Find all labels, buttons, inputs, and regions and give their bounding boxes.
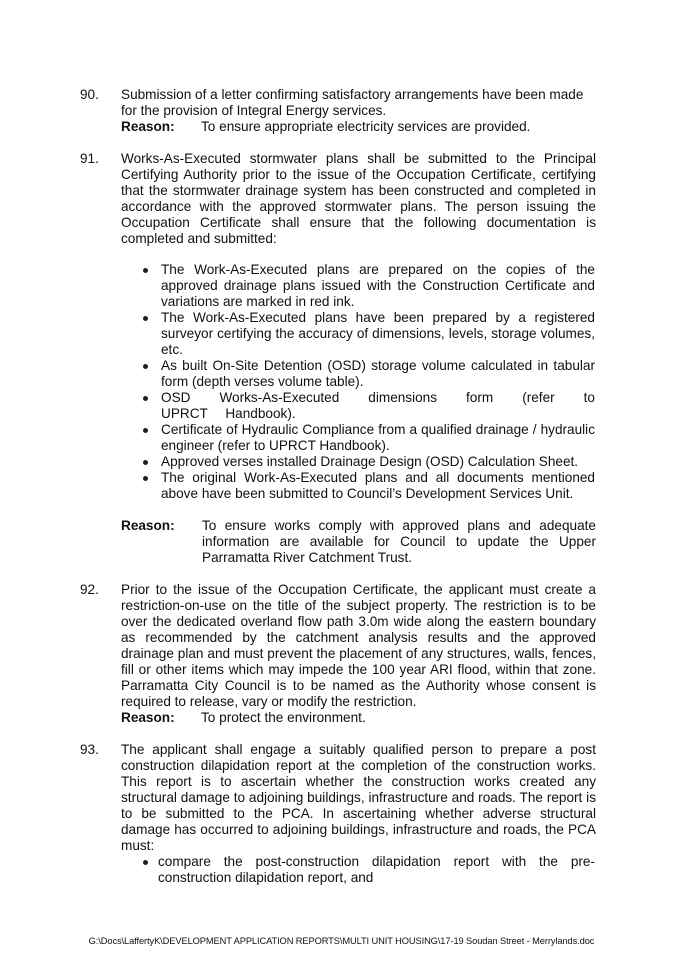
bullet-icon [143, 396, 148, 401]
bullet-icon [143, 316, 148, 321]
list-item-text: The Work-As-Executed plans have been prepared by a registered surveyor certifying the accuracy of dimensions, levels, storage volumes, etc. [161, 310, 595, 357]
reason [121, 119, 596, 135]
condition-text: Prior to the issue of the Occupation Certificate, the applicant must create a restriction-on-use on the title of the subject property. The restriction is to be over the dedicated overland flow path 3.0m wide along the eastern boundary as recommended by the catchment analysis results and the approved drainage plan and must prevent the placement of any structures, walls, fences, fill or other items which may impede the 100 year ARI flood, within that zone. Parramatta City Council is to be named as the Authority whose consent is required to release, vary or modify the restriction. [121, 582, 596, 709]
reason-text: To ensure works comply with approved plans and adequate information are available for Council to update the Upper Parramatta River Catchment Trust. [202, 518, 596, 565]
reason-label: Reason: [121, 518, 175, 533]
list-item-text: As built On-Site Detention (OSD) storage volume calculated in tabular form (depth verses volume table). [161, 358, 595, 389]
reason-text: To protect the environment. [201, 710, 366, 725]
footer-file-path: G:\Docs\LaffertyK\DEVELOPMENT APPLICATION REPORTS\MULTI UNIT HOUSING\17-19 Soudan Street - Merrylands.doc [88, 936, 595, 946]
list-item-text: Approved verses installed Drainage Design (OSD) Calculation Sheet. [161, 454, 579, 469]
list-item-text: compare the post-construction dilapidation report with the pre-construction dilapidation report, and [158, 854, 595, 885]
condition-number: 91. [80, 151, 99, 166]
reason-label: Reason: [121, 710, 175, 725]
list-item [161, 262, 595, 310]
list-item [161, 454, 595, 470]
list-item-text: Certificate of Hydraulic Compliance from a qualified drainage / hydraulic engineer (refer to UPRCT Handbook). [161, 422, 595, 453]
list-item [161, 470, 595, 502]
reason [121, 710, 596, 726]
bullet-icon [143, 860, 148, 865]
list-item-text: The original Work-As-Executed plans and all documents mentioned above have been submitted to Council’s Development Services Unit. [161, 470, 595, 501]
reason-text: To ensure appropriate electricity services are provided. [201, 119, 531, 134]
list-item [158, 854, 595, 886]
list-item-text: The Work-As-Executed plans are prepared on the copies of the approved drainage plans issued with the Construction Certificate and variations are marked in red ink. [161, 262, 595, 309]
condition-text: Works-As-Executed stormwater plans shall be submitted to the Principal Certifying Authority prior to the issue of the Occupation Certificate, certifying that the stormwater drainage system has been constructed and completed in accordance with the approved stormwater plans. The person issuing the Occupation Certificate shall ensure that the following documentation is completed and submitted: [121, 151, 596, 246]
condition-number: 93. [80, 742, 99, 757]
condition-text: The applicant shall engage a suitably qualified person to prepare a post construction dilapidation report at the completion of the construction works. This report is to ascertain whether the construction works created any structural damage to adjoining buildings, infrastructure and roads. The report is to be submitted to the PCA. In ascertaining whether adverse structural damage has occurred to adjoining buildings, infrastructure and roads, the PCA must: [121, 742, 596, 853]
bullet-icon [143, 460, 148, 465]
list-item [161, 422, 595, 454]
condition-body [121, 582, 596, 726]
bullet-icon [143, 364, 148, 369]
reason-label: Reason: [121, 119, 175, 134]
condition-number: 90. [80, 87, 99, 102]
list-item [161, 390, 595, 422]
condition-text: Submission of a letter confirming satisfactory arrangements have been made for the provision of Integral Energy services. [121, 87, 584, 118]
list-item [161, 310, 595, 358]
bullet-icon [143, 476, 148, 481]
condition-body [121, 87, 596, 135]
list-item [161, 358, 595, 390]
bullet-icon [143, 268, 148, 273]
condition-number: 92. [80, 582, 99, 597]
list-item-text: OSD Works-As-Executed dimensions form (refer to UPRCT Handbook). [161, 390, 595, 421]
bullet-icon [143, 428, 148, 433]
bullet-list [158, 854, 595, 886]
bullet-list [161, 262, 595, 502]
